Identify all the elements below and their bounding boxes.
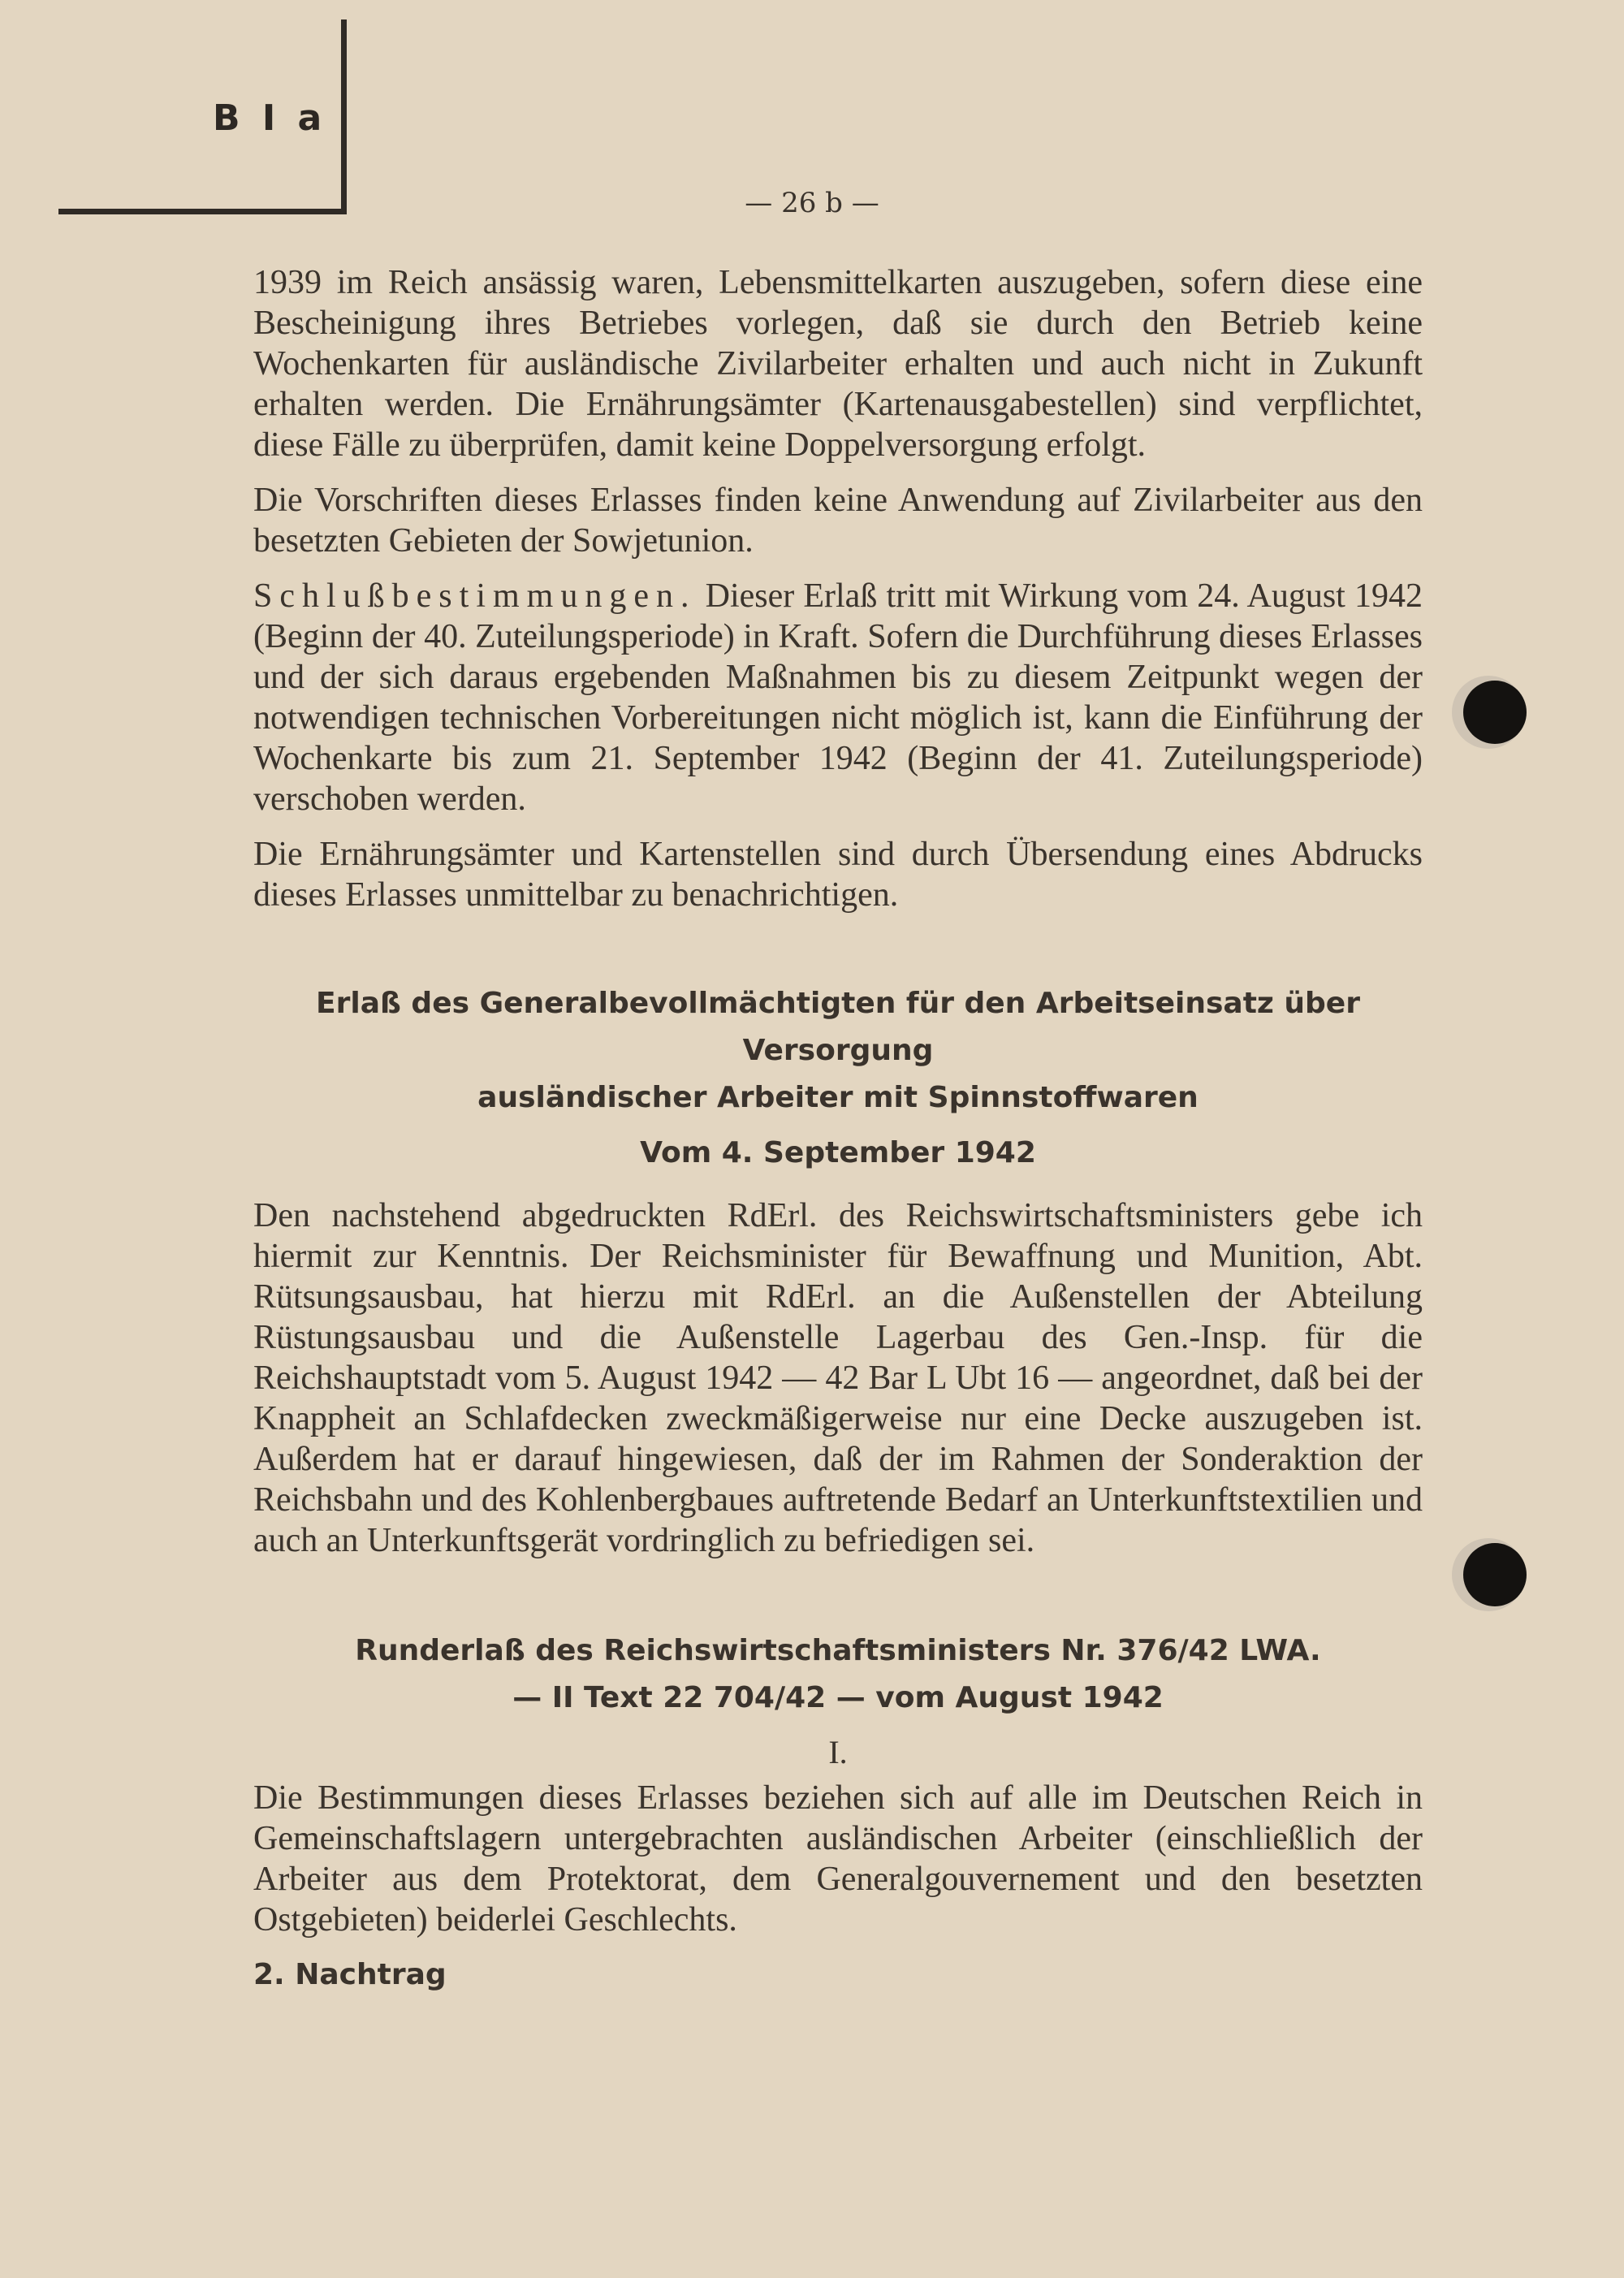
- circular-body: Die Bestimmungen dieses Erlasses beziehen sich auf alle im Deutschen Reich in Gemeinschaftslagern untergebrachten ausländischen Arbeiter (einschließlich der Arbeiter aus dem Protektorat, dem Generalgouvernement und den besetzten Ostgebieten) beiderlei Geschlechts.: [253, 1779, 1423, 1939]
- decree-date: Vom 4. September 1942: [640, 1136, 1036, 1169]
- final-provisions-label: Schlußbestimmungen.: [253, 577, 697, 615]
- decree-heading-line-2: ausländischer Arbeiter mit Spinnstoffwaren: [477, 1081, 1199, 1114]
- circular-section-number: I.: [828, 1734, 848, 1770]
- punch-hole-icon: [1463, 1543, 1527, 1606]
- paragraph-continuation: 1939 im Reich ansässig waren, Lebensmittelkarten auszugeben, sofern diese eine Bescheinigung ihres Betriebes vorlegen, daß sie durch den Betrieb keine Wochenkarten für ausländische Zivilarbeiter erhalten und auch nicht in Zukunft erhalten werden. Die Ernährungsämter (Kartenausgabestellen) sind verpflichtet, diese Fälle zu überprüfen, damit keine Doppelversorgung erfolgt.: [253, 264, 1423, 464]
- final-provisions-text: Dieser Erlaß tritt mit Wirkung vom 24. August 1942 (Beginn der 40. Zuteilungsperiode) in Kraft. Sofern die Durchführung dieses Erlasses und der sich daraus ergebenden Maßnahmen bis zu diesem Zeitpunkt wegen der notwendigen technischen Vorbereitungen nicht möglich ist, kann die Einführung der Wochenkarte bis zum 21. September 1942 (Beginn der 41. Zuteilungsperiode) verschoben werden.: [253, 577, 1423, 818]
- circular-heading-line-2: — II Text 22 704/42 — vom August 1942: [512, 1681, 1164, 1714]
- paragraph-final-provisions: [253, 576, 1423, 819]
- decree-body: Den nachstehend abgedruckten RdErl. des Reichswirtschaftsministers gebe ich hiermit zur Kenntnis. Der Reichsminister für Bewaffnung und Munition, Abt. Rütsungsausbau, hat hierzu mit RdErl. an die Außenstellen der Abteilung Rüstungsausbau und die Außenstelle Lagerbau des Gen.-Insp. für die Reichshauptstadt vom 5. August 1942 — 42 Bar L Ubt 16 — angeordnet, daß bei der Knappheit an Schlafdecken zweckmäßigerweise nur eine Decke auszugeben ist. Außerdem hat er darauf hingewiesen, daß der im Rahmen der Sonderaktion der Reichsbahn und des Kohlenbergbaues auftretende Bedarf an Unterkunftstextilien und auch an Unterkunftsgerät vordringlich zu befriedigen sei.: [253, 1197, 1423, 1559]
- punch-hole-icon: [1463, 681, 1527, 744]
- page-number: — 26 b —: [745, 187, 879, 219]
- paragraph-exclusion: Die Vorschriften dieses Erlasses finden keine Anwendung auf Zivilarbeiter aus den besetzten Gebieten der Sowjetunion.: [253, 482, 1423, 560]
- section-label: B I a: [213, 97, 327, 139]
- supplement-label: 2. Nachtrag: [253, 1958, 447, 1991]
- body-text: [253, 262, 1423, 1991]
- paragraph-notify: Die Ernährungsämter und Kartenstellen sind durch Übersendung eines Abdrucks dieses Erlasses unmittelbar zu benachrichtigen.: [253, 836, 1423, 914]
- circular-heading-line-1: Runderlaß des Reichswirtschaftsministers Nr. 376/42 LWA.: [355, 1634, 1321, 1667]
- decree-heading-line-1: Erlaß des Generalbevollmächtigten für den Arbeitseinsatz über Versorgung: [316, 987, 1360, 1067]
